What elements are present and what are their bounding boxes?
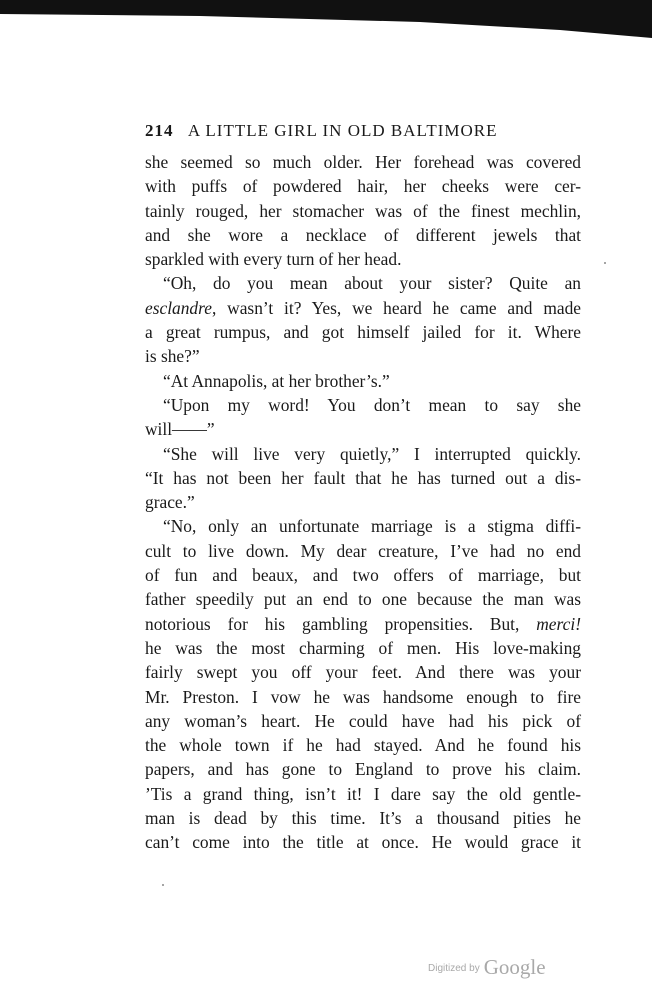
- text-line: man is dead by this time. It’s a thousand pities he: [145, 808, 581, 829]
- scan-edge-shadow: [0, 0, 652, 40]
- running-title: A LITTLE GIRL IN OLD BALTIMORE: [187, 121, 498, 140]
- text-line: “It has not been her fault that he has turned out a dis-: [145, 467, 581, 488]
- digitization-watermark: [428, 955, 568, 985]
- text-line: the whole town if he had stayed. And he found his: [145, 735, 581, 756]
- text-line: “No, only an unfortunate marriage is a stigma diffi-: [163, 516, 581, 537]
- watermark-brand: Google: [483, 955, 546, 979]
- text-line: of fun and beaux, and two offers of marriage, but: [145, 565, 581, 586]
- text-line: “She will live very quietly,” I interrupted quickly.: [163, 443, 581, 464]
- text-line: Mr. Preston. I vow he was handsome enough to fire: [145, 686, 581, 707]
- text-line: and she wore a necklace of different jewels that: [145, 224, 581, 245]
- text-line: a great rumpus, and got himself jailed for it. Where: [145, 322, 581, 343]
- scan-speck: [162, 884, 164, 886]
- body-text: [145, 150, 581, 855]
- text-line: “At Annapolis, at her brother’s.”: [163, 370, 390, 391]
- text-line: is she?”: [145, 346, 200, 367]
- watermark-prefix: Digitized by: [428, 963, 480, 974]
- text-line: tainly rouged, her stomacher was of the finest mechlin,: [145, 200, 581, 221]
- scan-speck: [604, 262, 606, 264]
- text-line: she seemed so much older. Her forehead was covered: [145, 152, 581, 172]
- text-line: sparkled with every turn of her head.: [145, 249, 402, 270]
- text-line: esclandre, wasn’t it? Yes, we heard he came and made: [145, 297, 581, 318]
- text-line: “Oh, do you mean about your sister? Quite an: [163, 273, 581, 294]
- text-line: grace.”: [145, 492, 195, 513]
- page-number: 214: [145, 121, 174, 140]
- text-line: will——”: [145, 419, 215, 440]
- text-line: papers, and has gone to England to prove his claim.: [145, 759, 581, 780]
- text-line: can’t come into the title at once. He would grace it: [145, 832, 581, 853]
- text-line: with puffs of powdered hair, her cheeks were cer-: [145, 176, 581, 197]
- text-line: he was the most charming of men. His love-making: [145, 637, 581, 658]
- text-line: fairly swept you off your feet. And there was your: [145, 662, 581, 683]
- text-line: ’Tis a grand thing, isn’t it! I dare say the old gentle-: [145, 783, 581, 804]
- text-line: any woman’s heart. He could have had his pick of: [145, 710, 581, 731]
- text-line: cult to live down. My dear creature, I’ve had no end: [145, 540, 581, 561]
- running-header: [145, 120, 585, 142]
- text-line: father speedily put an end to one because the man was: [145, 589, 581, 610]
- text-line: “Upon my word! You don’t mean to say she: [163, 394, 581, 415]
- text-line: notorious for his gambling propensities. But, merci!: [145, 613, 581, 634]
